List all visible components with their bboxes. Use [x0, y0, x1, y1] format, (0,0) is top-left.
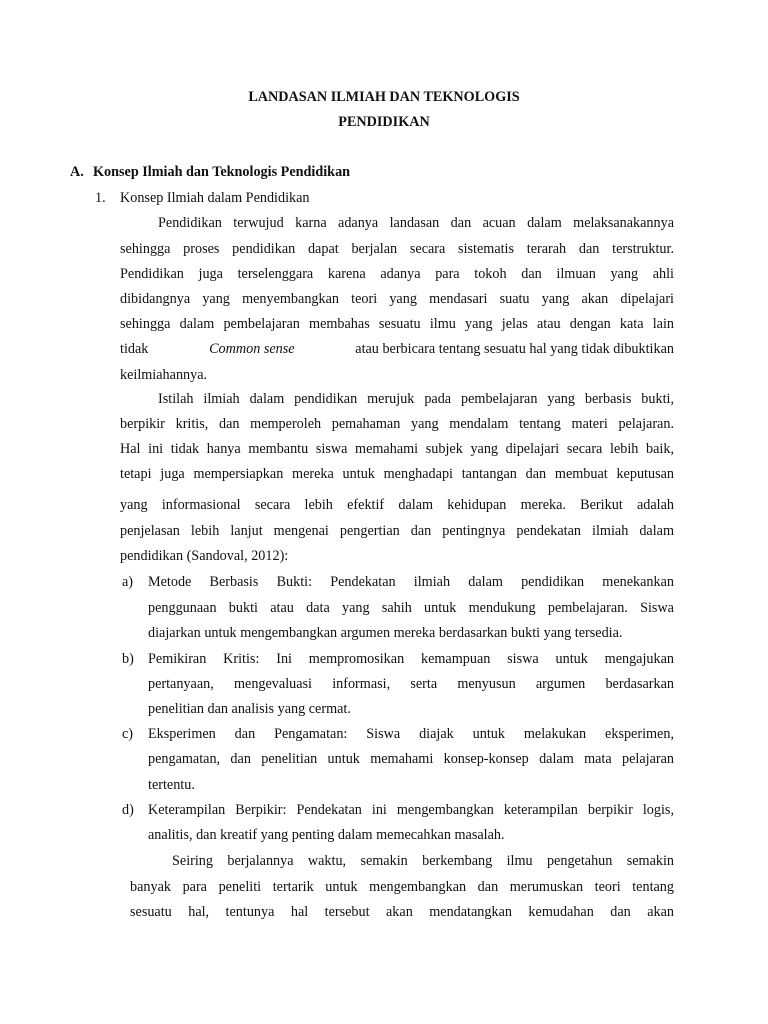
paragraph-3-line-2: banyak para peneliti tertarik untuk mengembangkan dan merumuskan teori tentang: [130, 879, 674, 895]
paragraph-3-line-1: Seiring berjalannya waktu, semakin berkembang ilmu pengetahun semakin: [172, 853, 674, 869]
common-sense-term: Common sense: [209, 341, 295, 357]
paragraph-1-line-6-pre: tidak: [120, 341, 149, 357]
list-item-a-marker: a): [122, 574, 134, 590]
list-item-b-marker: b): [122, 651, 134, 667]
paragraph-2-line-4: tetapi juga mempersiapkan mereka untuk menghadapi tantangan dan membuat keputusan: [120, 466, 674, 482]
paragraph-1-line-6-post: atau berbicara tentang sesuatu hal yang tidak dibuktikan: [355, 341, 674, 357]
list-item-b-line-3: penelitian dan analisis yang cermat.: [148, 701, 351, 717]
paragraph-1-line-1: Pendidikan terwujud karna adanya landasan dan acuan dalam melaksanakannya: [158, 215, 674, 231]
list-item-d-line-2: analitis, dan kreatif yang penting dalam memecahkan masalah.: [148, 827, 505, 843]
paragraph-1-line-3: Pendidikan juga terselenggara karena adanya para tokoh dan ilmuan yang ahli: [120, 266, 674, 282]
list-item-a-line-2: penggunaan bukti atau data yang sahih untuk mendukung pembelajaran. Siswa: [148, 600, 674, 616]
paragraph-2-line-5: yang informasional secara lebih efektif dalam kehidupan mereka. Berikut adalah: [120, 497, 674, 513]
list-item-b-line-2: pertanyaan, mengevaluasi informasi, serta menyusun argumen berdasarkan: [148, 676, 674, 692]
paragraph-2-line-7: pendidikan (Sandoval, 2012):: [120, 548, 289, 564]
list-item-d-marker: d): [122, 802, 134, 818]
document-title-line-1: LANDASAN ILMIAH DAN TEKNOLOGIS: [248, 89, 520, 105]
paragraph-1-line-5: sehingga dalam pembelajaran membahas sesuatu ilmu yang jelas atau dengan kata lain: [120, 316, 674, 332]
subsection-1-marker: 1.: [95, 190, 106, 206]
paragraph-1-line-7: keilmiahannya.: [120, 367, 208, 383]
paragraph-1-line-2: sehingga proses pendidikan dapat berjalan secara sistematis terarah dan terstruktur.: [120, 241, 674, 257]
paragraph-2-line-6: penjelasan lebih lanjut mengenai pengertian dan pentingnya pendekatan ilmiah dalam: [120, 523, 674, 539]
list-item-c-marker: c): [122, 726, 134, 742]
section-a-marker: A.: [70, 164, 84, 180]
paragraph-1-line-4: dibidangnya yang menyembangkan teori yang mendasari suatu yang akan dipelajari: [120, 291, 674, 307]
list-item-a-line-3: diajarkan untuk mengembangkan argumen mereka berdasarkan bukti yang tersedia.: [148, 625, 623, 641]
paragraph-2-line-1: Istilah ilmiah dalam pendidikan merujuk pada pembelajaran yang berbasis bukti,: [158, 391, 674, 407]
list-item-a-line-1: Metode Berbasis Bukti: Pendekatan ilmiah dalam pendidikan menekankan: [148, 574, 674, 590]
list-item-b-line-1: Pemikiran Kritis: Ini mempromosikan kemampuan siswa untuk mengajukan: [148, 651, 674, 667]
subsection-1-heading: Konsep Ilmiah dalam Pendidikan: [120, 190, 310, 206]
section-a-heading: Konsep Ilmiah dan Teknologis Pendidikan: [93, 164, 351, 180]
paragraph-1-line-6: [120, 340, 674, 358]
list-item-c-line-1: Eksperimen dan Pengamatan: Siswa diajak untuk melakukan eksperimen,: [148, 726, 674, 742]
paragraph-3-line-3: sesuatu hal, tentunya hal tersebut akan mendatangkan kemudahan dan akan: [130, 904, 674, 920]
paragraph-2-line-2: berpikir kritis, dan memperoleh pemahaman yang mendalam tentang materi pelajaran.: [120, 416, 674, 432]
list-item-c-line-3: tertentu.: [148, 777, 195, 793]
document-title-line-2: PENDIDIKAN: [338, 114, 430, 130]
paragraph-2-line-3: Hal ini tidak hanya membantu siswa memahami subjek yang dipelajari secara lebih baik,: [120, 441, 674, 457]
list-item-d-line-1: Keterampilan Berpikir: Pendekatan ini mengembangkan keterampilan berpikir logis,: [148, 802, 674, 818]
list-item-c-line-2: pengamatan, dan penelitian untuk memahami konsep-konsep dalam mata pelajaran: [148, 751, 674, 767]
